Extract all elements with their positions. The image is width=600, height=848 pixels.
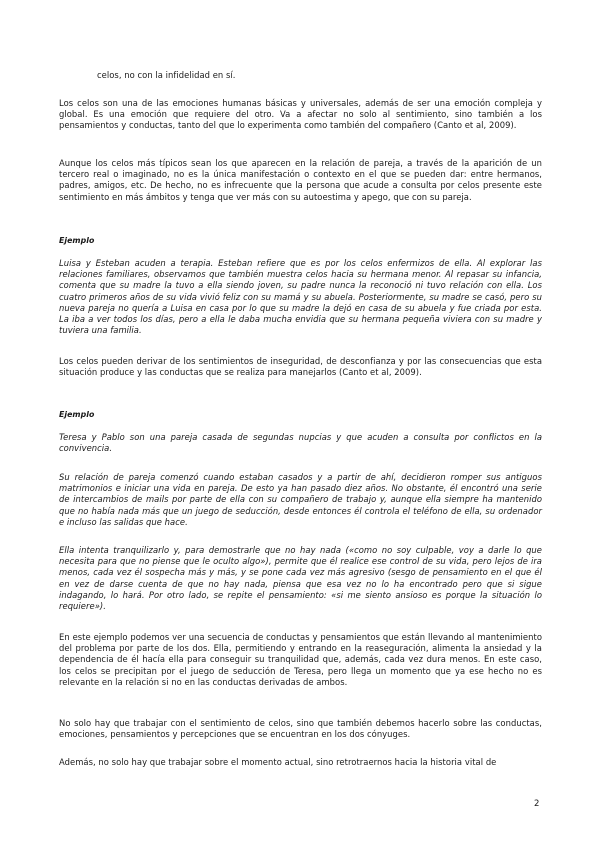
example-heading-2: Ejemplo [59, 410, 95, 419]
paragraph-3: Los celos pueden derivar de los sentimientos de inseguridad, de desconfianza y por las consecuencias que esta situación produce y las conductas que se realiza para manejarlos (Canto et al, 2009). [59, 356, 542, 378]
paragraph-2: Aunque los celos más típicos sean los que aparecen en la relación de pareja, a través de la aparición de un tercero real o imaginado, no es la única manifestación o contexto en el que se pueden dar: entre hermanos, padres, amigos, etc. De hecho, no es infrecuente que la persona que acude a consulta por celos presente este sentimiento en más ámbitos y tenga que ver más con su autoestima y apego, que con su pareja. [59, 158, 542, 202]
example-heading-1: Ejemplo [59, 236, 95, 245]
example-2-continuation: Ella intenta tranquilizarlo y, para demostrarle que no hay nada («como no soy culpable, voy a darle lo que necesita para que no piense que le oculto algo»), permite que él realice ese control de su vida, pero lejos de ira menos, cada vez él sospecha más y más, y se pone cada vez más agresivo (sesgo de pensamiento en el que él en vez de darse cuenta de que no hay nada, piensa que esa vez no lo ha encontrado pero que si sigue indagando, lo hará. Por otro lado, se repite el pensamiento: «si me siento ansioso es porque la situación lo requiere»). [59, 545, 542, 612]
example-1-text: Luisa y Esteban acuden a terapia. Esteban refiere que es por los celos enfermizos de ella. Al explorar las relaciones familiares, observamos que también muestra celos hacia su hermana menor. Al repasar su infancia, comenta que su madre la tuvo a ella siendo joven, su padre nunca la reconoció ni tuvo relación con ella. Los cuatro primeros años de su vida vivió feliz con su mamá y su abuela. Posteriormente, su madre se casó, pero su nueva pareja no quería a Luisa en casa por lo que su madre la dejó en casa de su abuela y fue criada por esta. La iba a ver todos los días, pero a ella le daba mucha envidia que su hermana pequeña viviera con su madre y tuviera una familia. [59, 258, 542, 336]
page-number: 2 [534, 799, 540, 809]
paragraph-1: Los celos son una de las emociones humanas básicas y universales, además de ser una emoción compleja y global. Es una emoción que requiere del otro. Va a afectar no solo al sentimiento, sino también a los pensamientos y conductas, tanto del que lo experimenta como también del compañero (Canto et al, 2009). [59, 98, 542, 131]
paragraph-5: No solo hay que trabajar con el sentimiento de celos, sino que también debemos hacerlo sobre las conductas, emociones, pensamientos y percepciones que se encuentran en los dos cónyuges. [59, 718, 542, 740]
paragraph-6: Además, no solo hay que trabajar sobre el momento actual, sino retrotraernos hacia la historia vital de [59, 757, 497, 767]
example-2-body: Su relación de pareja comenzó cuando estaban casados y a partir de ahí, decidieron romper sus antiguos matrimonios e iniciar una vida en pareja. De esto ya han pasado diez años. No obstante, él encontró una serie de intercambios de mails por parte de ella con su compañero de trabajo y, aunque ella siempre ha mantenido que no había nada más que un juego de seducción, desde entonces él controla el teléfono de ella, su ordenador e incluso las salidas que hace. [59, 472, 542, 527]
example-2-intro: Teresa y Pablo son una pareja casada de segundas nupcias y que acuden a consulta por conflictos en la convivencia. [59, 432, 542, 454]
lead-line: celos, no con la infidelidad en sí. [97, 70, 236, 80]
paragraph-4: En este ejemplo podemos ver una secuencia de conductas y pensamientos que están llevando al mantenimiento del problema por parte de los dos. Ella, permitiendo y entrando en la reaseguración, alimenta la ansiedad y la dependencia de él hacía ella para conseguir su tranquilidad que, además, cada vez dura menos. En este caso, los celos se precipitan por el juego de seducción de Teresa, pero llega un momento que ya ese hecho no es relevante en la relación si no en las conductas derivadas de ambos. [59, 632, 542, 687]
